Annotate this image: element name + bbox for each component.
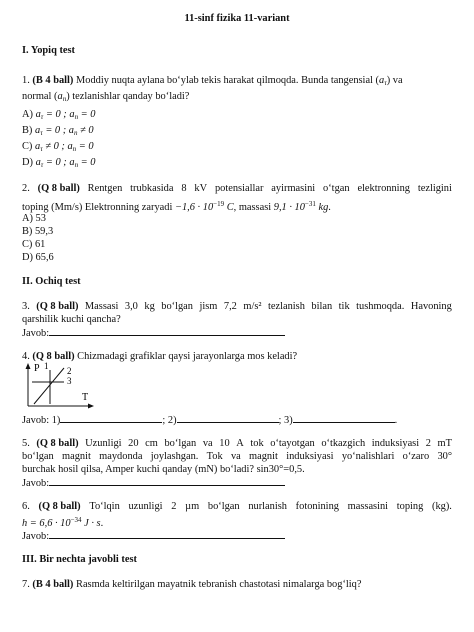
q5-word: o‘tkazgich xyxy=(321,438,366,449)
q3-word: bilan xyxy=(311,301,333,312)
q1-option-formula: a xyxy=(35,157,41,168)
q1-option-formula-end: ≠ 0 xyxy=(77,125,94,136)
q2-charge: −1,6 · 10 xyxy=(174,202,214,213)
q5-word: Uzunligi xyxy=(85,438,122,449)
q6-tag: (Q 8 ball) xyxy=(38,501,81,512)
q6-word: nurlanish xyxy=(248,501,287,512)
q3-word: Massasi xyxy=(84,301,119,312)
q7-text: Rasmda keltirilgan mayatnik tebranish chastotasi nimalarga bog‘liq? xyxy=(76,579,362,590)
q4-answer-blank-2[interactable] xyxy=(177,413,279,423)
q4-text: Chizmadagi grafiklar qaysi jarayonlarga mos keladi? xyxy=(77,351,298,362)
q1-option-sub: τ xyxy=(40,113,44,121)
q1-symbol-normal-sub: n xyxy=(62,95,67,103)
section-multiple-answer-test: III. Bir nechta javobli test xyxy=(22,554,137,565)
q1-symbol-tangential-sub: τ xyxy=(384,79,387,87)
q1-option-formula-end: = 0 xyxy=(78,157,96,168)
q1-number: 1. xyxy=(22,75,30,86)
q5-answer-row xyxy=(22,476,285,490)
q5-word: 20 xyxy=(128,438,139,449)
q6-word: uzunligi xyxy=(128,501,163,512)
q6-word: µm xyxy=(185,501,200,512)
q1-symbol-tangential: a xyxy=(379,75,385,86)
q2-word: trubkasida xyxy=(130,183,174,194)
q1-option-sub-2: n xyxy=(73,129,78,137)
q3-line-1 xyxy=(22,300,452,313)
q3-word: tik xyxy=(338,301,350,312)
q5-word: va xyxy=(202,438,213,449)
q1-option-label: C) xyxy=(22,141,33,152)
q2-option-c[interactable]: C) 61 xyxy=(22,239,46,250)
q3-word: jism xyxy=(199,301,218,312)
q1-option-formula-rest: = 0 ; a xyxy=(43,109,75,120)
q6-line-2 xyxy=(22,514,103,530)
q2-word: kV xyxy=(194,183,208,194)
q1-option-formula-rest: = 0 ; a xyxy=(42,125,74,136)
q5-word: induksiyasi xyxy=(286,451,334,462)
q4-graph-label-2: 2 xyxy=(67,366,72,376)
q4-answer-label-1: Javob: 1) xyxy=(22,415,61,426)
q1-tag: (B 4 ball) xyxy=(32,75,74,86)
q2-word: potensiallar xyxy=(214,183,264,194)
q1-option-sub-2: n xyxy=(72,145,77,153)
q1-line-2 xyxy=(22,90,189,106)
q2-charge-unit: C xyxy=(224,202,234,213)
q5-word: magnit xyxy=(62,451,91,462)
q5-word: bo‘lgan xyxy=(22,451,54,462)
q5-word: o‘zaro xyxy=(402,451,430,462)
q3-answer-blank[interactable] xyxy=(49,326,285,336)
q3-word: m/s² xyxy=(243,301,262,312)
q5-word: o‘tayotgan xyxy=(270,438,315,449)
q6-answer-row xyxy=(22,529,285,543)
q3-number: 3. xyxy=(22,301,30,312)
q4-graph-x-arrow xyxy=(88,404,94,409)
q6-line-1 xyxy=(22,500,452,513)
q6-word: (kg). xyxy=(432,501,452,512)
q7-line-1 xyxy=(22,578,362,591)
q1-option-formula: a xyxy=(35,141,41,152)
q7-tag: (B 4 ball) xyxy=(32,579,74,590)
q5-word: tok xyxy=(250,438,264,449)
q1-option-sub: τ xyxy=(40,161,44,169)
q5-word: joylashgan. xyxy=(150,451,199,462)
q5-word: mT xyxy=(437,438,452,449)
q2-mass: 9,1 · 10 xyxy=(273,202,305,213)
q6-word: 2 xyxy=(171,501,177,512)
q6-number: 6. xyxy=(22,501,30,512)
q3-line-2: qarshilik kuchi qancha? xyxy=(22,314,121,325)
q5-word: Tok xyxy=(206,451,223,462)
q2-option-d[interactable]: D) 65,6 xyxy=(22,252,54,263)
q1-option-a[interactable] xyxy=(22,108,95,124)
q2-text-2a: toping (Mm/s) Elektronning zaryadi xyxy=(22,202,175,213)
q4-number: 4. xyxy=(22,351,30,362)
q2-word: tezligini xyxy=(417,183,452,194)
q2-text-2c: . xyxy=(328,202,331,213)
q5-word: 2 xyxy=(425,438,431,449)
q2-number: 2. xyxy=(22,183,30,194)
q3-word: tezlanish xyxy=(267,301,305,312)
q1-text-1: Moddiy nuqta aylana bo‘ylab tekis harakat qilmoqda. Bunda tangensial ( xyxy=(76,75,379,86)
q2-word: ayirmasini xyxy=(271,183,316,194)
q1-option-sub: τ xyxy=(40,129,43,137)
q2-word: Rentgen xyxy=(87,183,123,194)
q3-word: 7,2 xyxy=(223,301,237,312)
q1-text-2b: ) tezlanishlar qanday bo‘ladi? xyxy=(66,91,190,102)
section-closed-test: I. Yopiq test xyxy=(22,45,76,56)
q5-line-1 xyxy=(22,437,452,450)
q1-option-d[interactable] xyxy=(22,156,95,172)
q2-mass-unit: kg xyxy=(315,202,329,213)
q5-word: bo‘lgan xyxy=(164,438,197,449)
q3-word: 3,0 xyxy=(124,301,138,312)
q5-word: magnit xyxy=(249,451,278,462)
q1-option-formula: a xyxy=(35,125,41,136)
q4-graph-y-arrow xyxy=(26,363,31,369)
q4-answer-end: . xyxy=(394,415,398,426)
q5-answer-label: Javob: xyxy=(22,478,50,489)
q4-answer-label-3: ; 3) xyxy=(278,415,293,426)
q4-answer-label-2: ; 2) xyxy=(162,415,177,426)
q1-option-formula-end: = 0 xyxy=(78,109,96,120)
q1-option-c[interactable] xyxy=(22,140,94,156)
q6-planck-exponent: −34 xyxy=(70,516,82,524)
q5-line-2 xyxy=(22,450,452,463)
q6-word: toping xyxy=(396,501,424,512)
q4-graph xyxy=(20,362,100,410)
q2-line-2 xyxy=(22,198,331,214)
q4-answer-row xyxy=(22,413,397,427)
q3-word: kg xyxy=(144,301,155,312)
q3-tag: (Q 8 ball) xyxy=(36,301,79,312)
q5-number: 5. xyxy=(22,438,30,449)
q6-answer-label: Javob: xyxy=(22,531,50,542)
q3-word: Havoning xyxy=(410,301,452,312)
q4-graph-y-label: P xyxy=(34,363,40,374)
q5-line-3: burchak hosil qilsa, Amper kuchi qanday (mN) bo‘ladi? sin30°=0,5. xyxy=(22,464,305,475)
q5-word: A xyxy=(236,438,244,449)
q1-line-1 xyxy=(22,74,403,90)
q4-answer-blank-1[interactable] xyxy=(60,413,162,423)
q1-option-formula-rest: ≠ 0 ; a xyxy=(42,141,73,152)
q3-answer-label: Javob: xyxy=(22,328,50,339)
q1-option-b[interactable] xyxy=(22,124,94,140)
q5-word: 10 xyxy=(219,438,230,449)
q4-graph-label-3: 3 xyxy=(67,376,72,386)
q1-symbol-normal: a xyxy=(57,91,63,102)
q4-answer-blank-3[interactable] xyxy=(293,413,395,423)
q1-option-formula-end: = 0 xyxy=(76,141,94,152)
q5-tag: (Q 8 ball) xyxy=(36,438,79,449)
q1-option-formula-rest: = 0 ; a xyxy=(43,157,75,168)
q1-option-label: D) xyxy=(22,157,33,168)
q2-mass-exponent: −31 xyxy=(304,200,316,208)
q4-graph-label-1: 1 xyxy=(44,362,49,371)
q4-graph-x-label: T xyxy=(82,392,89,403)
q5-word: induksiyasi xyxy=(371,438,420,449)
q5-word: va xyxy=(230,451,241,462)
q1-option-label: A) xyxy=(22,109,33,120)
q5-word: maydonda xyxy=(99,451,143,462)
q3-word: tushmoqda. xyxy=(356,301,405,312)
q2-word: o‘tgan xyxy=(323,183,350,194)
q2-tag: (Q 8 ball) xyxy=(37,183,80,194)
q1-option-sub: τ xyxy=(40,145,43,153)
q5-word: 30° xyxy=(437,451,452,462)
q6-word: To‘lqin xyxy=(89,501,120,512)
q1-option-label: B) xyxy=(22,125,33,136)
q6-word: bo‘lgan xyxy=(207,501,240,512)
q2-line-1 xyxy=(22,182,452,195)
q6-word: massasini xyxy=(347,501,389,512)
q2-text-2b: , massasi xyxy=(233,202,274,213)
q1-text-2a: normal ( xyxy=(22,91,58,102)
q6-planck-constant: h = 6,6 · 10 xyxy=(22,518,71,529)
q2-option-a[interactable]: A) 53 xyxy=(22,213,46,224)
q3-answer-row xyxy=(22,326,285,340)
page-title: 11-sinf fizika 11-variant xyxy=(184,13,290,24)
q1-text-1b: ) va xyxy=(386,75,403,86)
q1-option-formula: a xyxy=(35,109,41,120)
q2-word: 8 xyxy=(181,183,187,194)
q6-line-2-end: . xyxy=(100,518,104,529)
q6-planck-unit: J · s xyxy=(81,518,101,529)
q1-option-sub-2: n xyxy=(74,161,79,169)
q3-word: bo‘lgan xyxy=(161,301,193,312)
q5-word: yo‘nalishlari xyxy=(341,451,395,462)
q5-word: cm xyxy=(145,438,158,449)
q7-number: 7. xyxy=(22,579,30,590)
q1-option-sub-2: n xyxy=(74,113,79,121)
q4-tag: (Q 8 ball) xyxy=(32,351,75,362)
section-open-test: II. Ochiq test xyxy=(22,276,81,287)
q2-word: elektronning xyxy=(357,183,410,194)
q6-answer-blank[interactable] xyxy=(49,529,285,539)
q6-word: fotonining xyxy=(295,501,339,512)
q5-answer-blank[interactable] xyxy=(49,476,285,486)
q2-charge-exponent: −19 xyxy=(213,200,225,208)
q2-option-b[interactable]: B) 59,3 xyxy=(22,226,54,237)
